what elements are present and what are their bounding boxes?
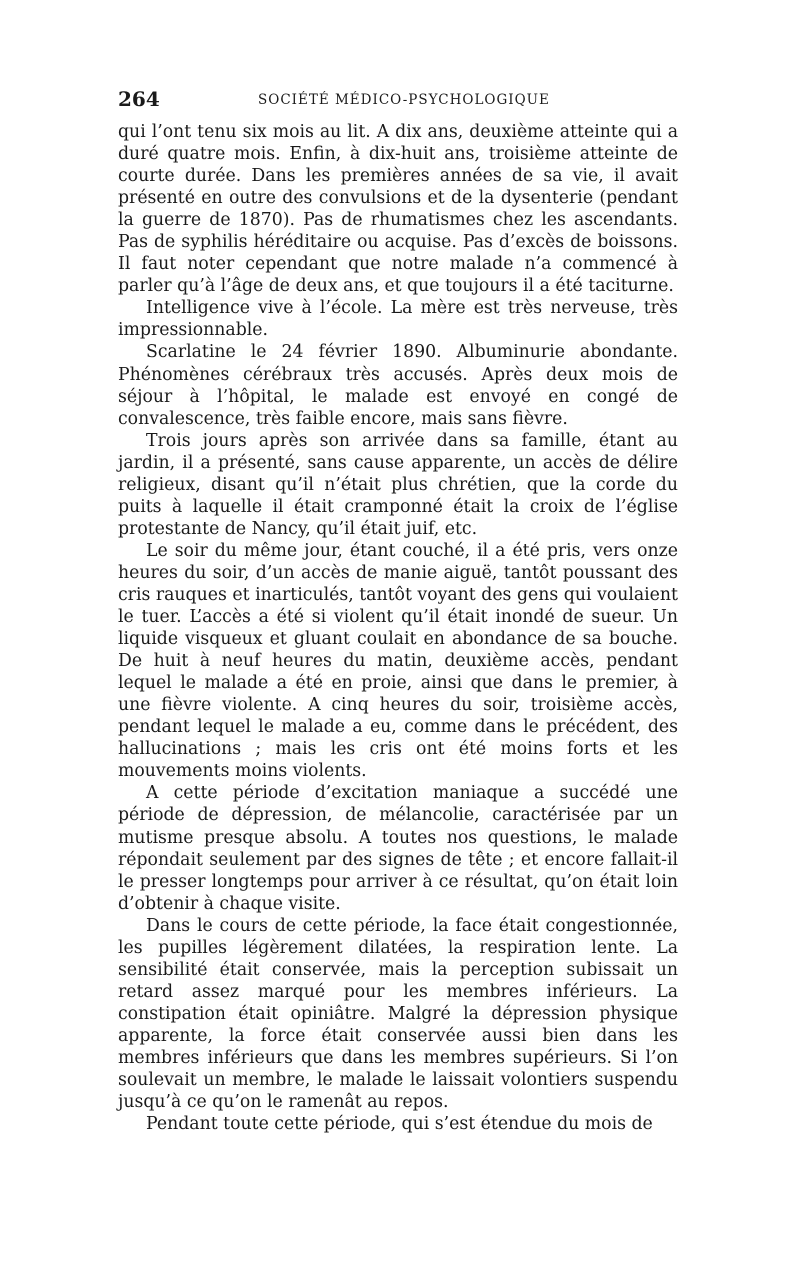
body-text [118,121,678,1135]
page-header [118,85,678,121]
paragraph: Le soir du même jour, étant couché, il a été pris, vers onze heures du soir, d’un accès de manie aiguë, tantôt poussant des cris rauques et inarticulés, tantôt voyant des gens qui voulaient le tuer. L’accès a été si violent qu’il était inondé de sueur. Un liquide visqueux et gluant coulait en abondance de sa bouche. De huit à neuf heures du matin, deuxième accès, pendant lequel le malade a été en proie, ainsi que dans le premier, à une fièvre violente. A cinq heures du soir, troisième accès, pendant lequel le malade a eu, comme dans le précédent, des hallucinations ; mais les cris ont été moins forts et les mouvements moins violents. [118,540,678,782]
paragraph: Dans le cours de cette période, la face était congestionnée, les pupilles légèrement dilatées, la respiration lente. La sensibilité était conservée, mais la perception subissait un retard assez marqué pour les membres inférieurs. La constipation était opiniâtre. Malgré la dépression physique apparente, la force était conservée aussi bien dans les membres inférieurs que dans les membres supérieurs. Si l’on soulevait un membre, le malade le laissait volontiers suspendu jusqu’à ce qu’on le ramenât au repos. [118,915,678,1113]
book-page [118,85,678,1135]
paragraph: A cette période d’excitation maniaque a succédé une période de dépression, de mélancolie, caractérisée par un mutisme presque absolu. A toutes nos questions, le malade répondait seulement par des signes de tête ; et encore fallait-il le presser longtemps pour arriver à ce résultat, qu’on était loin d’obtenir à chaque visite. [118,783,678,914]
paragraph: Intelligence vive à l’école. La mère est très nerveuse, très impressionnable. [118,298,678,341]
running-head: SOCIÉTÉ MÉDICO-PSYCHOLOGIQUE [258,92,550,108]
page-number: 264 [118,87,160,111]
paragraph: qui l’ont tenu six mois au lit. A dix ans, deuxième atteinte qui a duré quatre mois. Enfin, à dix-huit ans, troisième atteinte de courte durée. Dans les premières années de sa vie, il avait présenté en outre des convulsions et de la dysenterie (pendant la guerre de 1870). Pas de rhumatismes chez les ascendants. Pas de syphilis héréditaire ou acquise. Pas d’excès de boissons. Il faut noter cependant que notre malade n’a commencé à parler qu’à l’âge de deux ans, et que toujours il a été taciturne. [118,122,678,297]
paragraph: Scarlatine le 24 février 1890. Albuminurie abondante. Phénomènes cérébraux très accusés. Après deux mois de séjour à l’hôpital, le malade est envoyé en congé de convalescence, très faible encore, mais sans fièvre. [118,342,678,429]
paragraph: Pendant toute cette période, qui s’est étendue du mois de [146,1114,653,1135]
paragraph: Trois jours après son arrivée dans sa famille, étant au jardin, il a présenté, sans cause apparente, un accès de délire religieux, disant qu’il n’était plus chrétien, que la corde du puits à laquelle il était cramponné était la croix de l’église protestante de Nancy, qu’il était juif, etc. [118,430,678,539]
